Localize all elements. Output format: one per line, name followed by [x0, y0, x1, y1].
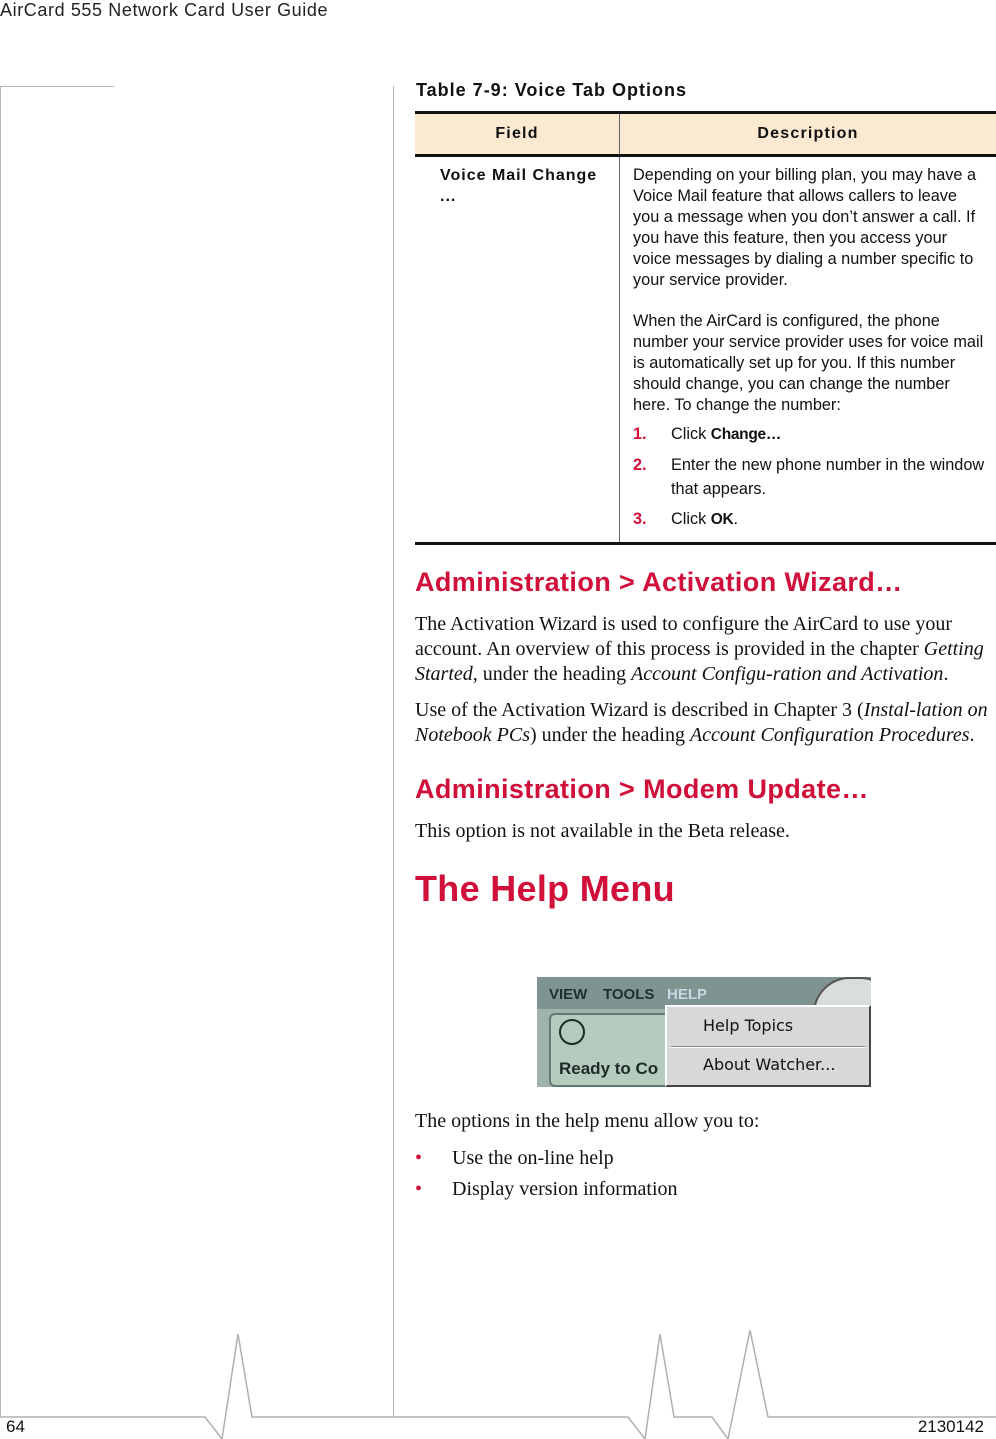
modem-update-paragraph: This option is not available in the Beta release. [415, 820, 790, 842]
text: , under the heading [472, 663, 632, 685]
description-paragraph: When the AirCard is configured, the phone number your service provider uses for voice mail is automatically set up for you. If this number should change, you can change the number here. To change the number: [633, 312, 984, 414]
step-number: 3. [633, 510, 647, 528]
page-number: 64 [6, 1417, 25, 1436]
list-item [415, 1174, 996, 1205]
steps-list [633, 422, 986, 532]
document-number: 2130142 [917, 1417, 984, 1436]
status-text: Ready to Co [559, 1059, 659, 1078]
modem-update-heading: Administration > Modem Update… [415, 774, 869, 804]
description-paragraph: Depending on your billing plan, you may have a Voice Mail feature that allows callers to leave you a message when you don’t answer a call. If you have this feature, then you access your voice messages by dialing a number specific to your service provider. [633, 166, 977, 289]
help-menu-heading: The Help Menu [415, 868, 675, 909]
menu-help: HELP [667, 986, 708, 1003]
heading-reference: Account Configu-ration and Activation [631, 663, 944, 685]
chapter-reference: Getting Started [415, 638, 984, 685]
no-signal-icon [559, 1019, 585, 1045]
activation-paragraph-2 [415, 698, 996, 748]
text: The Activation Wizard is used to configure the AirCard to use your account. An overview of this process is provided in the chapter [415, 613, 953, 660]
field-cell: Voice Mail Change ... [415, 156, 620, 544]
activation-wizard-heading: Administration > Activation Wizard… [415, 567, 903, 597]
step-text-end: . [733, 510, 738, 528]
table-row [415, 156, 996, 544]
menu-item-help-topics: Help Topics [703, 1016, 794, 1035]
help-menu-screenshot [537, 977, 871, 1087]
step-number: 1. [633, 425, 647, 443]
menu-tools: TOOLS [603, 986, 655, 1003]
heading-reference: Account Configuration Procedures [689, 724, 970, 746]
list-item-text: Display version information [452, 1178, 678, 1200]
ui-label-change: Change… [710, 426, 782, 443]
step-text: Enter the new phone number in the window that appears. [671, 456, 985, 498]
help-intro-paragraph: The options in the help menu allow you to: [415, 1110, 760, 1132]
chapter-reference: Instal-lation on Notebook PCs [415, 699, 988, 746]
signal-wave-graphic [0, 1330, 996, 1439]
text: . [969, 724, 975, 746]
step-text: Click [671, 425, 711, 443]
step-number: 2. [633, 456, 647, 474]
activation-paragraph-1 [415, 612, 996, 687]
list-item [415, 1143, 996, 1174]
step-item [633, 422, 986, 447]
description-cell [620, 156, 996, 544]
top-left-rule [0, 86, 114, 87]
table-caption: Table 7-9: Voice Tab Options [416, 80, 688, 100]
help-dropdown [665, 1005, 871, 1087]
column-header-field: Field [415, 113, 620, 156]
step-item [633, 507, 986, 532]
ui-label-ok: OK [710, 511, 734, 528]
menu-separator [671, 1046, 865, 1048]
menu-item-about-watcher: About Watcher... [703, 1055, 836, 1074]
text: . [943, 663, 949, 685]
text: Use of the Activation Wizard is described in Chapter 3 ( [415, 699, 864, 721]
voice-tab-options-table [415, 111, 996, 545]
step-item [633, 453, 986, 501]
left-edge-rule [0, 86, 1, 1416]
step-text: Click [671, 510, 711, 528]
text: ) under the heading [530, 724, 690, 746]
help-options-list [415, 1143, 996, 1205]
main-column [415, 80, 996, 1205]
bullet-icon: • [415, 1178, 423, 1200]
menu-view: VIEW [549, 986, 588, 1003]
running-header: AirCard 555 Network Card User Guide [0, 0, 329, 20]
bullet-icon: • [415, 1147, 423, 1169]
list-item-text: Use the on-line help [452, 1147, 614, 1169]
column-header-description: Description [620, 113, 996, 156]
column-divider [393, 86, 394, 1416]
